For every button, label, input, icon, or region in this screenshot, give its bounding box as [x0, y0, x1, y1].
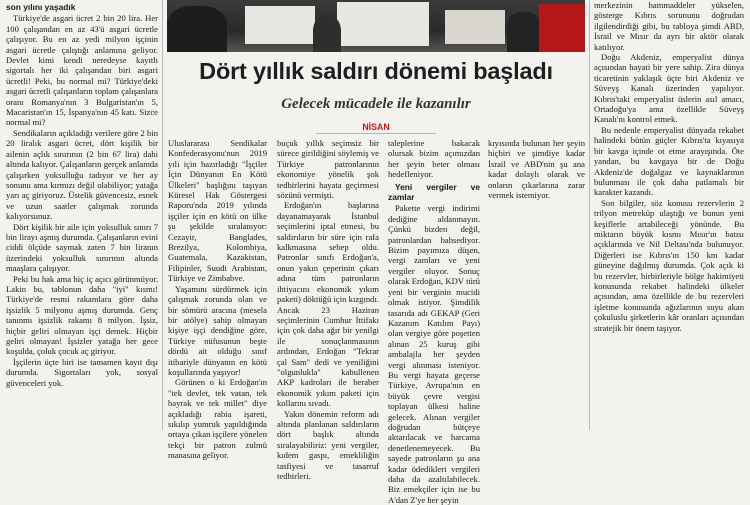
byline-divider	[316, 133, 436, 134]
article-paragraph: Erdoğan'ın başlarına dayanamayarak İstanbul seçimlerini iptal etmesi, bu saldırıların bir süre için rafa kalkmasına sebep oldu. Patronlar sınıfı Erdoğan'a, onun yakın çeperinin çıkarı adına tüm patronların ihtiyacını ekonomik yıkım paketi) döktüğü için kızgındı. Ancak 23 Haziran seçimlerinin Cumhur İttifakı için çok daha ağır bir yenilgi ile sonuçlanmasının ardından, Erdoğan "Tekrar çal Sam" dedi ve yeniliğini "olgunlukla" kabullenen AKP kadroları ile beraber ekonomik yıkım paketi için kollarını sıvadı.	[277, 200, 379, 409]
right-article-column	[594, 0, 744, 430]
photo-figure	[167, 6, 227, 52]
article-paragraph: Görünen o ki Erdoğan'ın "tek devlet, tek vatan, tek bayrak ve tek millet" diye açıkladığı rabia işareti, sıkılıp yumruk yapıldığında ortaya çıkan işçilere yönelen tekçi bir patron zulmü manasına geliyor.	[168, 377, 267, 461]
article-subheadline: Gelecek mücadele ile kazanılır	[281, 96, 471, 112]
article-paragraph: Yaşamını sürdürmek için çalışmak zorunda olan ve bir sömürü aracına (mesela bir atölye) sahip olmayan kişiye işçi dendiğine göre, Türkiye nüfusunun beşte dördü ait olduğu sınıf itibariyle dünyanın en kötü koşullarında yaşıyor!	[168, 283, 267, 377]
photo-protest-sign	[445, 10, 505, 44]
right-paragraph-4: Son bilgiler, söz konusu rezervlerin 2 trilyon metreküp ulaştığı ve bunun yeni keşiflerle artabileceği yönünde. Bu miktarın büyük kısmı Mısır'ın batısı açıklarında ve Nil Deltası'nda bulunuyor. Diğerleri ise Kıbrıs'ın 150 km kadar güneyine dağılmış durumda. Çok açık ki bu rezervler, birbirleriyle bölge hakimiyeti konusunda rekabet halindeki ülkeler açısından, ama özellikle de bu rezervleri işletme konusunda ağızlarının suyu akan çokuluslu şirketlerin kâr oranları açısından stratejik bir önem taşıyor.	[594, 197, 744, 333]
article-paragraph: buçuk yıllık seçimsiz bir sürece girildiğini söylemiş ve Türkiye patronlarının ekonomiye yönelik şok tedbirlerini hayata geçirmesi sözünü vermişti.	[277, 138, 379, 201]
article-subheading: Yeni vergiler ve zamlar	[388, 181, 480, 203]
right-paragraph-1: merkezinin hammaddeler yükselen, gösterge Kıbrıs sorununu doğrudan ilgilendirdiği gibi, bu tabloya şimdi ABD, İsrail ve Mısır da ayrı bir aktör olarak katılıyor.	[594, 0, 744, 52]
article-column-4	[488, 138, 585, 430]
article-column-1	[168, 138, 267, 461]
article-paragraph: Uluslararası Sendikalar Konfederasyonu'nun 2019 yılı için hazırladığı "İşçiler İçin Dünyanın En Kötü Ülkeleri" başlığını taşıyan Küresel Hak Göstergesi Raporu'nda 2019 yılında işçiler için en kötü on ülke şu şekilde sıralanıyor: Cezayir, Banglades, Brezilya, Kolombiya, Guatemala, Kazakistan, Filipinler, Suudi Arabistan, Türkiye ve Zimbabve.	[168, 138, 267, 284]
photo-protest-sign	[337, 2, 429, 46]
column-divider-right	[589, 0, 590, 430]
photo-protest-sign	[245, 6, 315, 44]
article-paragraph: kıyısında bulunan her şeyin hiçbiri ve şimdiye kadar İsrail ve ABD'nin şu ana kadar dolaylı olarak ve onların çıkarlarına zarar vermek istemiyor.	[488, 138, 585, 201]
protest-photo	[167, 0, 585, 52]
photo-red-banner	[539, 4, 585, 52]
column-divider-left	[162, 0, 163, 430]
left-paragraph-3: Dört kişilik bir aile için yoksulluk sınırı 7 bin lirayı aşmış durumda. Çalışanların evini ciddi ölçüde saymak zaten 7 bin liranın üzerindeki yoksulluk sınırının altında maaşlara çalışıyor.	[6, 221, 158, 274]
article-author: NİSAN	[362, 122, 390, 132]
left-paragraph-2: Sendikaların açıkladığı verilere göre 2 bin 20 liralık asgari ücret, dört kişilik bir ailenin açlık sınırının (2 bin 67 lira) dahi altında kalıyor. Çalışanların gerçek anlamda çalışırken yoksulluğu tadıyor ve her ay sonunu ama kırmızı değil olabiliyor; yatağa yarı aç giriyoruz. Üstelik güvencesiz, esnek ve uzun saatler çalışmak zorunda kalıyorsunuz.	[6, 127, 158, 222]
photo-figure	[507, 12, 541, 52]
left-paragraph-5: İşçilerin üçte biri ise tamamen kayıt dışı durumda. Sigortaları yok, sosyal güvenceleri yok.	[6, 356, 158, 388]
article-paragraph: Pakette vergi indirimi dediğine aldanmayın. Çünkü bizden değil, patronlardan bahsediyor. Bizim payımıza düşen, vergi zamları ve yeni vergiler oluyor. Sonuç olarak Erdoğan, KDV türü yeni bir verginin mucidi olmak istiyor. Şimdilik tasarıda adı GEKAP (Geri Kazanım Katılım Payı) olan vergiye göre poşetten alınan 25 kuruş gibi ambalajla her şeyden vergi alınması isteniyor. Bu vergi hayata geçerse Türkiye, Avrupa'nın en büyük çevre vergisi toplayan ülkesi haline gelecek. Alınan vergiler doğrudan bütçeye aktarılacak ve harcama denetlenemeyecek. Bu sayede patronların şu ana kadar ödedikleri vergileri daha da azaltılabilecek. Biz emekçiler için ise bu A'dan Z'ye her şeyin	[388, 203, 480, 505]
right-paragraph-2: Doğu Akdeniz, emperyalist dünya açısından hayati bir yere sahip. Zira dünya ticaretinin yaklaşık üçte biri Akdeniz ve Süveyş Kanalı üzerinden yapılıyor. Kıbrıs'taki emperyalist üslerin asıl amacı, Ortadoğu'ya ama özellikle Süveyş Kanalı'nı kontrol etmek.	[594, 52, 744, 125]
photo-figure	[313, 16, 341, 52]
left-paragraph-1: Türkiye'de asgari ücret 2 bin 20 lira. Her 100 çalışandan en az 43'ü asgari ücretle çalışıyor. Bu en az yedi milyon işçinin asgari ücretle çalıştığı anlamına geliyor. Devlet kimi kendi neredeyse kayıtlı sigortalı her iki çalışandan biri asgari ücretli! Peki, bu normal mi? Türkiye'deki asgari ücretli çalışanların toplam çalışanlara oranı Romanya'nın 3 Bulgaristan'ın 5, Macaristan'ın 15, İspanya'nın 45 katı. Sizce normal mi?	[6, 13, 158, 128]
right-paragraph-3: Bu nedenle emperyalist dünyada rekabet halindeki bütün güçler Kıbrıs'ta kıyasıya bir kavga içinde ot etme arayışında. Öte yandan, bu kavgaya bir de Doğu Akdeniz'de doğalgaz ve kaynaklarının bulunması ile çok daha patlamalı bir karakter kazandı.	[594, 124, 744, 198]
article-paragraph: taleplerine bakacak olursak bizim açımızdan her şeyin beter olması hedefleniyor.	[388, 138, 480, 180]
article-paragraph: Yakın dönemin reform adı altında planlanan saldırıların dört başlık altında sıralayabiliriz: yeni vergiler, kıdem gaspı, emekliliğin tasfiyesi ve tasarruf tedbirleri.	[277, 408, 379, 481]
left-article-column	[6, 0, 158, 430]
article-headline: Dört yıllık saldırı dönemi başladı	[199, 58, 553, 84]
left-column-partial-heading: son yılını yaşadık	[6, 2, 76, 12]
left-paragraph-4: Peki bu hak ama hiç iç açıcı görünmüyor. Lakin bu, tablonun daha "iyi" kısmı! Türkiye'de resmi rakamlara göre daha işsizlik 5 milyonu aşmış durumda. Genç tanınmı işsizlik rakamı 8 milyon. İşsiz, hiçbir geliri olmayan işçi demek. Hiçbir geliri olmayan! İşsizler yatağa her gece koşulda, çoluk çocuk aç giriyor.	[6, 273, 158, 357]
article-column-3	[388, 138, 480, 505]
article-column-2	[277, 138, 379, 481]
